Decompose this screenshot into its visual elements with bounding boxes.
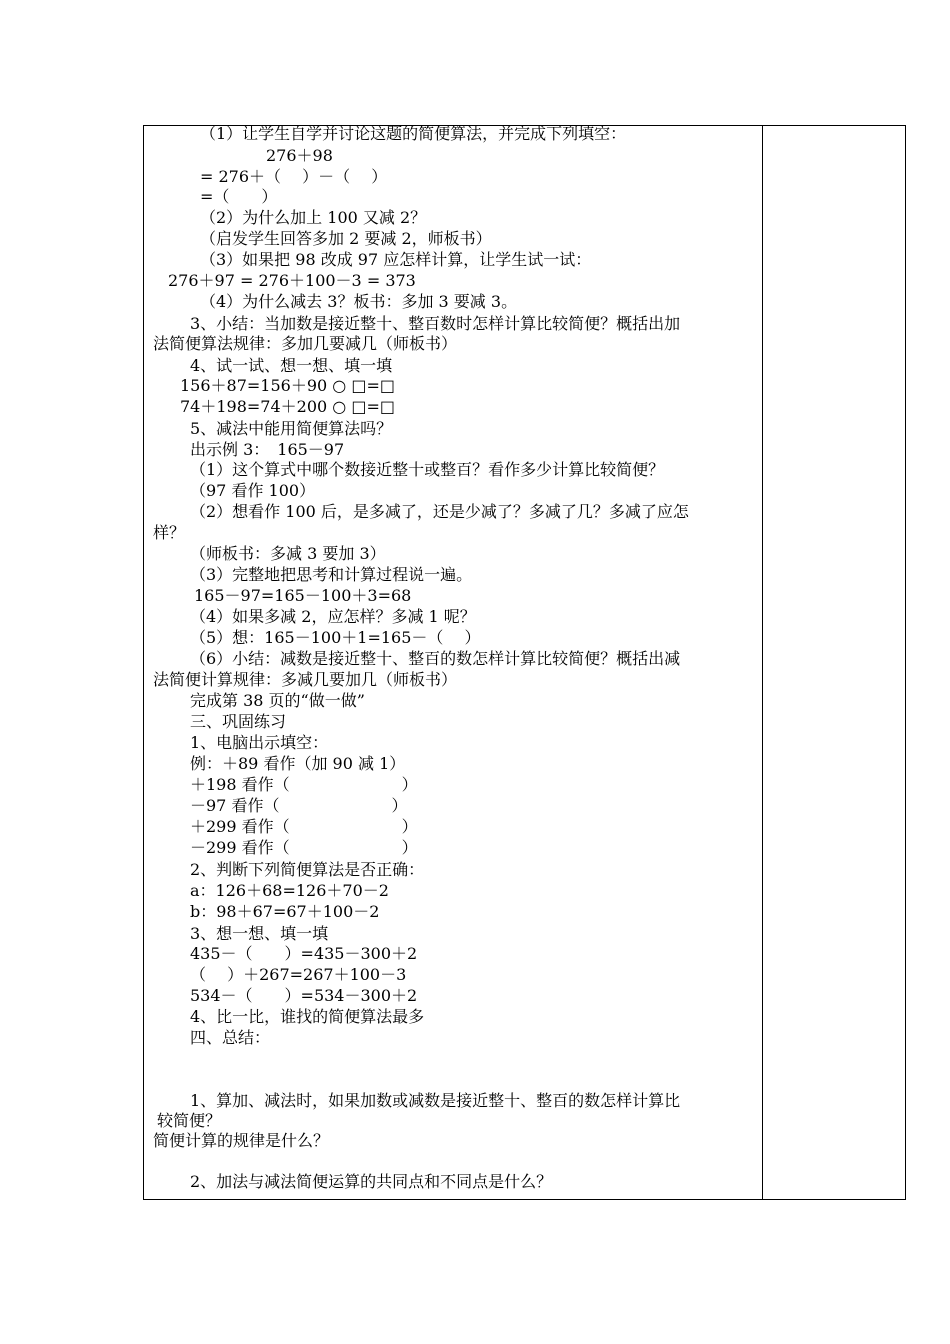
text-line: （3）完整地把思考和计算过程说一遍。 — [190, 565, 473, 584]
text-line: 出示例 3： 165－97 — [190, 440, 345, 459]
text-line: 四、总结： — [190, 1028, 271, 1047]
text-line: 2、加法与减法简便运算的共同点和不同点是什么？ — [190, 1172, 553, 1191]
text-line: 法简便算法规律：多加几要减几（师板书） — [153, 334, 458, 353]
text-line: 2、判断下列简便算法是否正确： — [190, 860, 425, 879]
text-line: =（ ） — [200, 187, 278, 206]
text-line: 3、小结：当加数是接近整十、整百数时怎样计算比较简便？概括出加 — [190, 314, 681, 333]
text-line: （5）想：165－100＋1=165－（ ） — [190, 628, 481, 647]
text-line: 1、算加、减法时，如果加数或减数是接近整十、整百的数怎样计算比 — [190, 1091, 681, 1110]
text-line: （4）如果多减 2，应怎样？多减 1 呢？ — [190, 607, 476, 626]
text-line: 完成第 38 页的“做一做” — [190, 691, 365, 710]
text-line: 4、比一比，谁找的简便算法最多 — [190, 1007, 425, 1026]
text-line: 三、巩固练习 — [190, 712, 287, 731]
text-line: （启发学生回答多加 2 要减 2，师板书） — [200, 229, 492, 248]
text-line: （1）这个算式中哪个数接近整十或整百？看作多少计算比较简便？ — [190, 460, 665, 479]
text-line: 法简便计算规律：多减几要加几（师板书） — [153, 670, 458, 689]
text-line: b：98＋67=67＋100－2 — [190, 902, 380, 921]
text-line: a：126＋68=126＋70－2 — [190, 881, 389, 900]
text-line: （2）为什么加上 100 又减 2？ — [200, 208, 427, 227]
text-line: ＋299 看作（ ） — [190, 817, 418, 836]
text-line: 435－（ ）=435－300＋2 — [190, 944, 418, 963]
text-line: （97 看作 100） — [190, 481, 316, 500]
text-line: 简便计算的规律是什么？ — [153, 1131, 330, 1150]
text-line: 74＋198=74＋200 ○ □=□ — [180, 397, 395, 416]
text-line: 样？ — [153, 523, 186, 542]
text-line: （ ）＋267=267＋100－3 — [190, 965, 407, 984]
text-line: ＋198 看作（ ） — [190, 775, 418, 794]
text-line: －299 看作（ ） — [190, 838, 418, 857]
text-line: （6）小结：减数是接近整十、整百的数怎样计算比较简便？概括出减 — [190, 649, 681, 668]
text-line: （4）为什么减去 3？板书：多加 3 要减 3。 — [200, 292, 518, 311]
text-line: （师板书：多减 3 要加 3） — [190, 544, 386, 563]
text-line: 5、减法中能用简便算法吗？ — [190, 419, 393, 438]
text-line: 534－（ ）=534－300＋2 — [190, 986, 418, 1005]
text-line: （3）如果把 98 改成 97 应怎样计算，让学生试一试： — [200, 250, 592, 269]
text-line: －97 看作（ ） — [190, 796, 408, 815]
text-line: 4、试一试、想一想、填一填 — [190, 356, 393, 375]
text-line: 165－97=165－100＋3=68 — [194, 586, 412, 605]
text-line: 1、电脑出示填空： — [190, 733, 329, 752]
text-line: 276＋97 = 276＋100－3 = 373 — [168, 271, 416, 290]
table-column-divider — [762, 125, 763, 1200]
text-line: （1）让学生自学并讨论这题的简便算法，并完成下列填空： — [200, 124, 627, 143]
text-line: = 276＋（ ）－（ ） — [200, 167, 388, 186]
text-line: 例：＋89 看作（加 90 减 1） — [190, 754, 406, 773]
text-line: （2）想看作 100 后，是多减了，还是少减了？多减了几？多减了应怎 — [190, 502, 689, 521]
text-line: 3、想一想、填一填 — [190, 924, 329, 943]
text-line: 276＋98 — [266, 146, 333, 165]
text-line: 156＋87=156＋90 ○ □=□ — [180, 376, 395, 395]
text-line: 较简便？ — [157, 1111, 222, 1130]
